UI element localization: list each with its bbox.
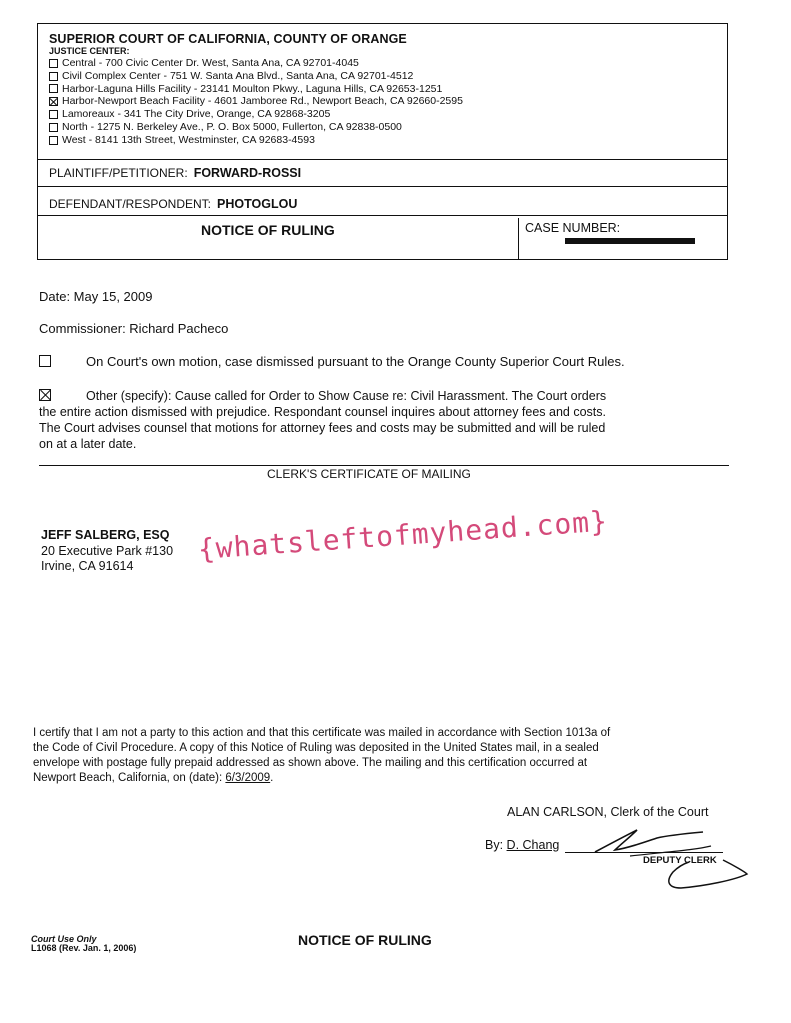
other-specify-line: the entire action dismissed with prejudice. Respondant counsel inquires about attorney fees and costs. xyxy=(39,405,606,419)
watermark-stamp: {whatsleftofmyhead.com} xyxy=(196,504,609,566)
separator xyxy=(39,465,729,466)
notice-title: NOTICE OF RULING xyxy=(201,222,335,238)
footer-title: NOTICE OF RULING xyxy=(298,932,432,948)
mailing-date: 6/3/2009 xyxy=(225,772,271,784)
certification-line: I certify that I am not a party to this action and that this certificate was mailed in accordance with Section 1013a of xyxy=(33,727,611,739)
by-label: By: xyxy=(485,838,507,852)
other-specify-checkbox[interactable] xyxy=(39,389,51,401)
addressee-name: JEFF SALBERG, ESQ xyxy=(41,528,170,542)
caption-box xyxy=(37,23,728,260)
addressee-line1: 20 Executive Park #130 xyxy=(41,544,174,558)
redacted-case-number xyxy=(565,238,695,244)
center-newport-beach xyxy=(49,95,463,108)
center-west xyxy=(49,134,463,147)
clerk-name: ALAN CARLSON, Clerk of the Court xyxy=(507,805,709,819)
other-specify-line: The Court advises counsel that motions for attorney fees and costs may be submitted and will be ruled xyxy=(39,421,606,435)
divider-vertical xyxy=(518,218,519,259)
defendant-value: PHOTOGLOU xyxy=(217,197,298,211)
divider xyxy=(38,215,727,216)
checkbox-lamoreaux[interactable] xyxy=(49,110,58,119)
justice-center-label: JUSTICE CENTER: xyxy=(49,46,130,56)
center-label: North - 1275 N. Berkeley Ave., P. O. Box 5000, Fullerton, CA 92838-0500 xyxy=(62,120,402,133)
certification-suffix: . xyxy=(270,772,274,784)
certification-prefix: Newport Beach, California, on (date): xyxy=(33,772,226,784)
addressee-line2: Irvine, CA 91614 xyxy=(41,559,134,573)
certification-line: the Code of Civil Procedure. A copy of this Notice of Ruling was deposited in the United States mail, in a sealed xyxy=(33,742,599,754)
center-lamoreaux xyxy=(49,108,463,121)
defendant-row xyxy=(49,197,297,211)
divider xyxy=(38,159,727,160)
other-specify-line: on at a later date. xyxy=(39,437,137,451)
checkbox-west[interactable] xyxy=(49,136,58,145)
center-laguna-hills xyxy=(49,83,463,96)
deputy-clerk-label: DEPUTY CLERK xyxy=(643,855,717,866)
form-number: L1068 (Rev. Jan. 1, 2006) xyxy=(31,943,137,953)
commissioner: Commissioner: Richard Pacheco xyxy=(39,321,229,336)
certification-last-line xyxy=(33,771,723,786)
case-number-label: CASE NUMBER: xyxy=(525,221,621,235)
plaintiff-row xyxy=(49,166,301,180)
checkbox-newport-beach[interactable] xyxy=(49,97,58,106)
checkbox-north[interactable] xyxy=(49,123,58,132)
center-label: Civil Complex Center - 751 W. Santa Ana Blvd., Santa Ana, CA 92701-4512 xyxy=(62,69,414,82)
other-specify-first-line: Other (specify): Cause called for Order to Show Cause re: Civil Harassment. The Court orders xyxy=(86,389,607,403)
ruling-date: Date: May 15, 2009 xyxy=(39,289,153,304)
court-title: SUPERIOR COURT OF CALIFORNIA, COUNTY OF ORANGE xyxy=(49,32,407,46)
divider xyxy=(38,186,727,187)
center-central xyxy=(49,57,463,70)
center-north xyxy=(49,121,463,134)
by-name: D. Chang xyxy=(506,838,560,852)
center-label: Lamoreaux - 341 The City Drive, Orange, CA 92868-3205 xyxy=(62,108,331,121)
center-label: Harbor-Newport Beach Facility - 4601 Jamboree Rd., Newport Beach, CA 92660-2595 xyxy=(62,95,463,108)
center-label: West - 8141 13th Street, Westminster, CA 92683-4593 xyxy=(62,133,315,146)
checkbox-laguna-hills[interactable] xyxy=(49,84,58,93)
defendant-label: DEFENDANT/RESPONDENT: xyxy=(49,197,212,211)
clerk-signature xyxy=(585,822,755,902)
signed-by-row xyxy=(485,838,559,852)
certification-line: envelope with postage fully prepaid addressed as shown above. The mailing and this certification occurred at xyxy=(33,757,588,769)
plaintiff-label: PLAINTIFF/PETITIONER: xyxy=(49,166,188,180)
certificate-heading: CLERK'S CERTIFICATE OF MAILING xyxy=(267,467,471,481)
court-use-label: Court Use Only xyxy=(31,934,97,944)
justice-center-list xyxy=(49,57,463,147)
checkbox-civil-complex[interactable] xyxy=(49,72,58,81)
center-label: Harbor-Laguna Hills Facility - 23141 Moulton Pkwy., Laguna Hills, CA 92653-1251 xyxy=(62,82,443,95)
dismissed-own-motion-checkbox[interactable] xyxy=(39,355,51,367)
plaintiff-value: FORWARD-ROSSI xyxy=(193,166,302,180)
checkbox-central[interactable] xyxy=(49,59,58,68)
center-civil-complex xyxy=(49,70,463,83)
dismissed-own-motion-text: On Court's own motion, case dismissed pursuant to the Orange County Superior Court Rules. xyxy=(86,354,625,369)
center-label: Central - 700 Civic Center Dr. West, Santa Ana, CA 92701-4045 xyxy=(62,57,359,69)
